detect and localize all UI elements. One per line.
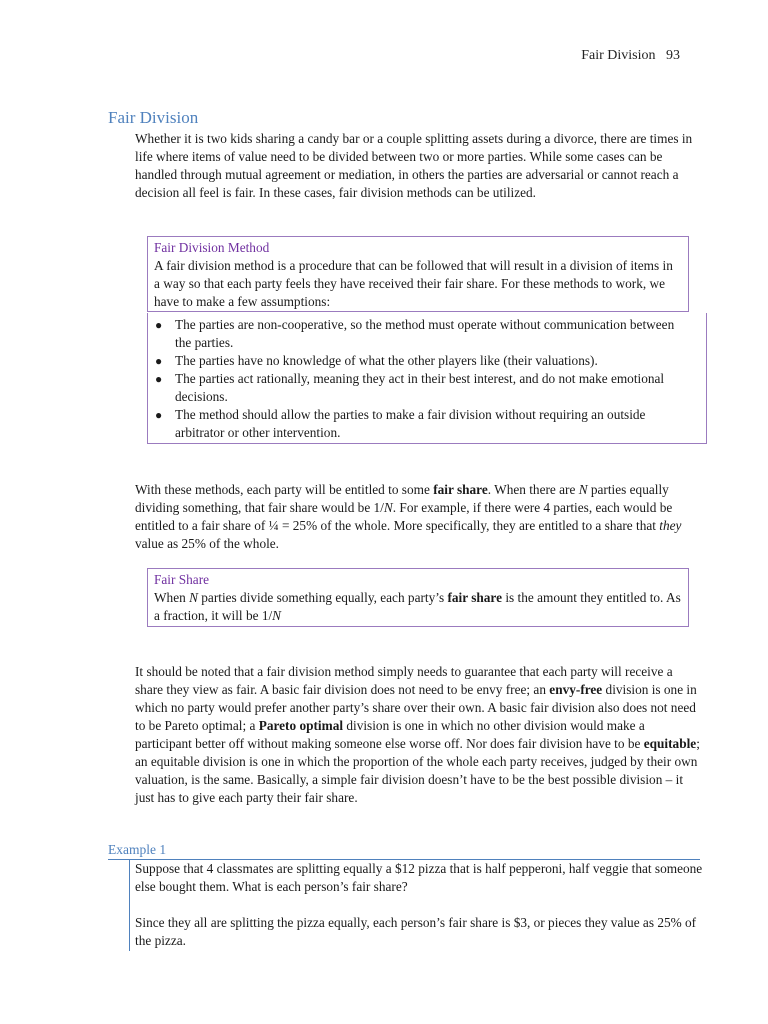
italic-word: they	[659, 518, 682, 533]
assumptions-box	[147, 313, 707, 444]
text-run: parties divide something equally, each party’s	[197, 590, 448, 605]
italic-variable: N	[189, 590, 198, 605]
bold-term: fair share	[447, 590, 502, 605]
text-run: ; an equitable division is one in which the proportion of the whole each party receives, judged by their own valuation, is the same. Basically, a simple fair division doesn’t have to be the best possible division – it just has to give each party their fair share.	[135, 736, 700, 805]
definition-box-fair-division-method	[147, 236, 689, 312]
definition-title: Fair Division Method	[154, 240, 270, 255]
list-item	[148, 352, 706, 370]
definition-box-fair-share	[147, 568, 689, 627]
definition-text: A fair division method is a procedure that can be followed that will result in a division of items in a way so that each party feels they have received their fair share. For these methods to work, we have to make a few assumptions:	[154, 258, 673, 309]
example-question: Suppose that 4 classmates are splitting equally a $12 pizza that is half pepperoni, half veggie that someone else bought them. What is each person’s fair share?	[135, 861, 703, 894]
italic-variable: N	[578, 482, 588, 497]
assumption-text: The method should allow the parties to make a fair division without requiring an outside arbitrator or other intervention.	[175, 407, 646, 440]
text-run: value as 25% of the whole.	[135, 536, 280, 551]
bullet-icon: ●	[155, 354, 163, 368]
text-run: When	[154, 590, 190, 605]
text-run: is the amount they entitled to. As a fraction, it will be 1/	[154, 590, 681, 623]
assumption-text: The parties are non-cooperative, so the method must operate without communication between the parties.	[175, 317, 675, 350]
intro-paragraph: Whether it is two kids sharing a candy bar or a couple splitting assets during a divorce, there are times in life where items of value need to be divided between two or more parties. While some cases can be handled through mutual agreement or mediation, in others the parties are adversarial or cannot reach a decision all feel is fair. In these cases, fair division methods can be utilized.	[135, 131, 693, 200]
definition-text	[154, 590, 681, 623]
assumption-text: The parties act rationally, meaning they act in their best interest, and do not make emotional decisions.	[175, 371, 665, 404]
text-run: division is one in which no party would prefer another party’s share over their own. A basic fair division also does not need to be Pareto optimal; a	[135, 682, 697, 733]
assumption-text: The parties have no knowledge of what the other players like (their valuations).	[175, 353, 598, 368]
italic-variable: N	[383, 500, 393, 515]
italic-variable: N	[272, 608, 282, 623]
example-title: Example 1	[108, 842, 167, 857]
list-item	[148, 370, 706, 406]
example-side-rule	[129, 859, 130, 951]
text-run: . For example, if there were 4 parties, each would be entitled to a fair share of ¼ = 25% of the whole. More specifically, they are entitled to a share that	[135, 500, 673, 533]
bold-term: equitable	[643, 736, 697, 751]
list-item	[148, 316, 706, 352]
list-item	[148, 406, 706, 442]
fair-share-paragraph	[135, 481, 703, 553]
assumptions-list	[148, 313, 706, 442]
bullet-icon: ●	[155, 372, 163, 386]
bold-term: Pareto optimal	[258, 718, 344, 733]
bold-term: fair share	[433, 482, 488, 497]
section-title: Fair Division	[108, 108, 199, 127]
definition-title: Fair Share	[154, 572, 210, 587]
text-run: With these methods, each party will be entitled to some	[135, 482, 434, 497]
text-run: parties equally dividing something, that fair share would be 1/	[135, 482, 669, 515]
bullet-icon: ●	[155, 408, 163, 422]
example-body	[135, 860, 703, 968]
text-run: division is one in which no other division would make a participant better off without making someone else worse off. Nor does fair division have to be	[135, 718, 645, 751]
bold-term: envy-free	[549, 682, 603, 697]
text-run: It should be noted that a fair division method simply needs to guarantee that each party will receive a share they view as fair. A basic fair division does not need to be envy free; an	[135, 664, 673, 697]
running-header: Fair Division 93	[581, 48, 680, 63]
bullet-icon: ●	[155, 318, 163, 332]
example-answer: Since they all are splitting the pizza equally, each person’s fair share is $3, or pieces they value as 25% of the pizza.	[135, 915, 697, 948]
notes-paragraph	[135, 663, 703, 807]
text-run: . When there are	[487, 482, 579, 497]
